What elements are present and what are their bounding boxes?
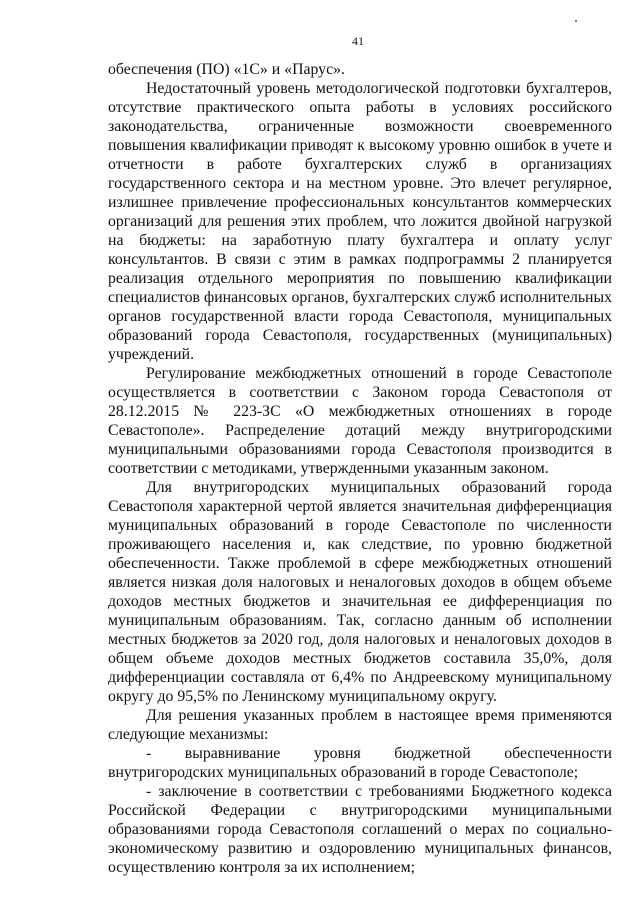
list-item-agreements: - заключение в соответствии с требованиями Бюджетного кодекса Российской Федерации с внутригородскими муниципальными образованиями города Севастополя соглашений о мерах по социально-экономическому развитию и оздоровлению муниципальных финансов, осуществлению контроля за их исполнением;	[108, 783, 612, 876]
paragraph-accounting-training: Недостаточный уровень методологической подготовки бухгалтеров, отсутствие практического опыта работы в условиях российского законодательства, ограниченные возможности своевременного повышения квалификации приводят к высокому уровню ошибок в учете и отчетности в работе бухгалтерских служб в организациях государственного сектора и на местном уровне. Это влечет регулярное, излишнее привлечение профессиональных консультантов коммерческих организаций для решения этих проблем, что ложится двойной нагрузкой на бюджеты: на заработную плату бухгалтера и оплату услуг консультантов. В связи с этим в рамках подпрограммы 2 планируется реализация отдельного мероприятия по повышению квалификации специалистов финансовых органов, бухгалтерских служб исполнительных органов государственной власти города Севастополя, муниципальных образований города Севастополя, государственных (муниципальных) учреждений.	[108, 80, 612, 363]
paragraph-mechanisms-intro: Для решения указанных проблем в настоящее время применяются следующие механизмы:	[108, 707, 612, 743]
paragraph-continuation: обеспечения (ПО) «1С» и «Парус».	[108, 61, 345, 78]
page-number: 41	[352, 34, 364, 48]
paragraph-interbudget-regulation: Регулирование межбюджетных отношений в городе Севастополе осуществляется в соответствии с Законом города Севастополя от 28.12.2015 № 223-ЗС «О межбюджетных отношениях в городе Севастополе». Распределение дотаций между внутригородскими муниципальными образованиями города Севастополя производится в соответствии с методиками, утвержденными указанным законом.	[108, 365, 612, 477]
paragraph-differentiation: Для внутригородских муниципальных образований города Севастополя характерной чертой является значительная дифференциация муниципальных образований в городе Севастополе по численности проживающего населения и, как следствие, по уровню бюджетной обеспеченности. Также проблемой в сфере межбюджетных отношений является низкая доля налоговых и неналоговых доходов в общем объеме доходов местных бюджетов и значительная ее дифференциация по муниципальным образованиям. Так, согласно данным об исполнении местных бюджетов за 2020 год, доля налоговых и неналоговых доходов в общем объеме доходов местных бюджетов составила 35,0%, доля дифференциации составляла от 6,4% по Андреевскому муниципальному округу до 95,5% по Ленинскому муниципальному округу.	[108, 479, 612, 705]
document-body	[108, 60, 612, 877]
scan-speck	[575, 20, 577, 22]
list-item-equalization: - выравнивание уровня бюджетной обеспеченности внутригородских муниципальных образований в городе Севастополе;	[108, 745, 612, 781]
